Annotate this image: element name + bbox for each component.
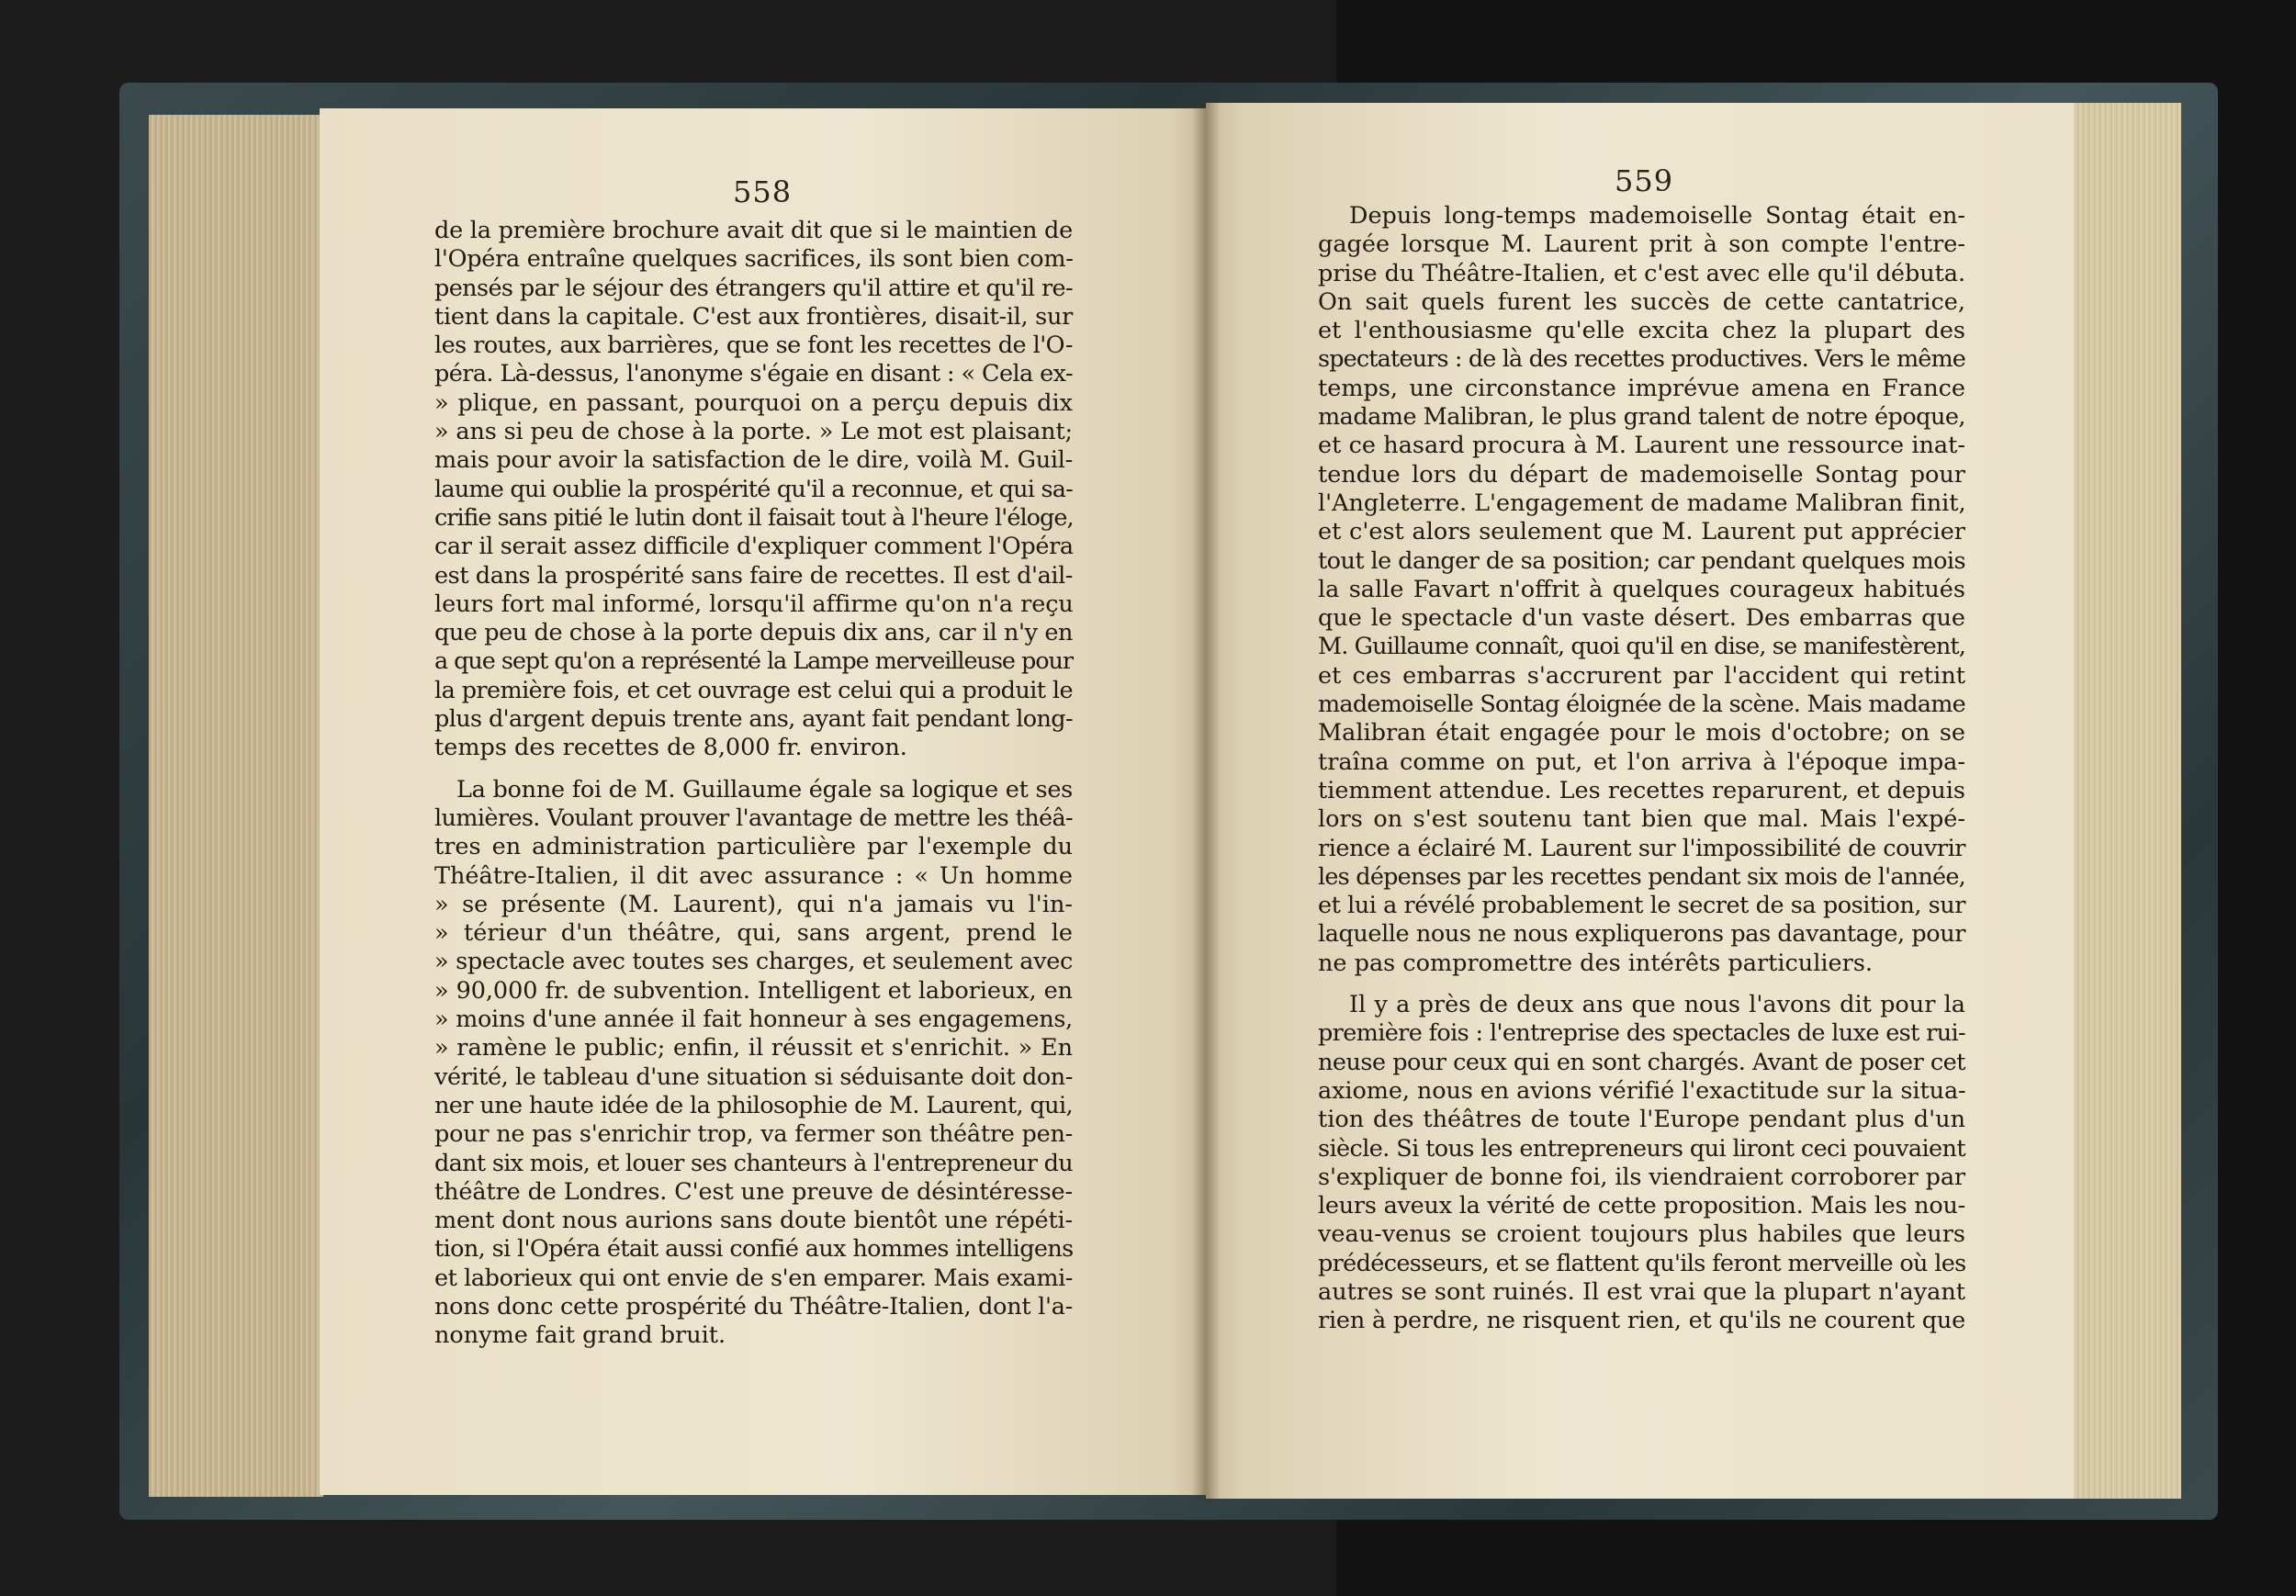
text-line: et ces embarras s'accrurent par l'accident qui retint	[1318, 661, 1965, 690]
text-line: nonyme fait grand bruit.	[434, 1321, 726, 1350]
text-line: tiemment attendue. Les recettes reparurent, et depuis	[1318, 776, 1965, 804]
text-line: » spectacle avec toutes ses charges, et seulement avec	[434, 948, 1073, 976]
text-line: Il y a près de deux ans que nous l'avons dit pour la	[1349, 991, 1965, 1019]
text-line: pensés par le séjour des étrangers qu'il attire et qu'il re-	[434, 274, 1073, 302]
page-edges-left	[149, 115, 323, 1497]
text-line: rien à perdre, ne risquent rien, et qu'ils ne courent que	[1318, 1307, 1965, 1335]
text-line: neuse pour ceux qui en sont chargés. Avant de poser cet	[1318, 1048, 1965, 1076]
text-line: plus d'argent depuis trente ans, ayant fait pendant long-	[434, 705, 1073, 734]
text-line: spectateurs : de là des recettes productives. Vers le même	[1318, 345, 1965, 374]
text-line: mais pour avoir la satisfaction de le dire, voilà M. Guil-	[434, 446, 1073, 475]
text-line: pour ne pas s'enrichir trop, va fermer son théâtre pen-	[434, 1120, 1073, 1149]
text-line: est dans la prospérité sans faire de recettes. Il est d'ail-	[434, 561, 1073, 590]
text-line: » se présente (M. Laurent), qui n'a jamais vu l'in-	[434, 890, 1073, 918]
text-line: prise du Théâtre-Italien, et c'est avec elle qu'il débuta.	[1318, 259, 1965, 287]
text-line: temps, une circonstance imprévue amena en France	[1318, 374, 1965, 402]
text-line: laquelle nous ne nous expliquerons pas davantage, pour	[1318, 920, 1965, 949]
text-line: les dépenses par les recettes pendant six mois de l'année,	[1318, 862, 1965, 891]
text-line: dant six mois, et louer ses chanteurs à l'entrepreneur du	[434, 1149, 1074, 1177]
text-line: première fois : l'entreprise des spectacles de luxe est rui-	[1318, 1019, 1965, 1048]
text-line: nons donc cette prospérité du Théâtre-Italien, dont l'a-	[434, 1292, 1074, 1321]
text-line: axiome, nous en avions vérifié l'exactitude sur la situa-	[1318, 1076, 1966, 1105]
text-line: lors on s'est soutenu tant bien que mal. Mais l'expé-	[1318, 805, 1965, 834]
text-line: tres en administration particulière par l'exemple du	[434, 833, 1073, 861]
text-line: tout le danger de sa position; car pendant quelques mois	[1318, 546, 1965, 575]
text-line: car il serait assez difficile d'expliquer comment l'Opéra	[434, 533, 1074, 561]
text-line: On sait quels furent les succès de cette cantatrice,	[1318, 287, 1965, 316]
text-line: leurs aveux la vérité de cette proposition. Mais les nou-	[1318, 1192, 1965, 1220]
text-line: lumières. Voulant prouver l'avantage de mettre les théâ-	[434, 804, 1073, 832]
text-line: crifie sans pitié le lutin dont il faisait tout à l'heure l'éloge,	[434, 503, 1074, 532]
text-line: de la première brochure avait dit que si le maintien de	[434, 217, 1073, 244]
text-line: théâtre de Londres. C'est une preuve de désintéresse-	[434, 1177, 1073, 1206]
text-line: » plique, en passant, pourquoi on a perçu depuis dix	[434, 388, 1073, 417]
text-line: Depuis long-temps mademoiselle Sontag était en-	[1349, 202, 1965, 230]
text-line: La bonne foi de M. Guillaume égale sa logique et ses	[456, 775, 1073, 804]
text-line: et l'enthousiasme qu'elle excita chez la plupart des	[1318, 317, 1965, 345]
text-line: tendue lors du départ de mademoiselle Sontag pour	[1318, 460, 1965, 489]
text-line: que le spectacle d'un vaste désert. Des embarras que	[1318, 604, 1965, 633]
text-line: que peu de chose à la porte depuis dix ans, car il n'y en	[434, 619, 1073, 647]
text-line: et c'est alors seulement que M. Laurent put apprécier	[1318, 518, 1965, 546]
text-line: » térieur d'un théâtre, qui, sans argent, prend le	[434, 919, 1073, 948]
text-line: les routes, aux barrières, que se font les recettes de l'O-	[434, 332, 1073, 360]
text-line: et lui a révélé probablement le secret de sa position, sur	[1318, 892, 1965, 920]
text-line: ment dont nous aurions sans doute bientôt une répéti-	[434, 1207, 1073, 1235]
text-line: mademoiselle Sontag éloignée de la scène. Mais madame	[1318, 691, 1965, 719]
text-line: laume qui oublie la prospérité qu'il a reconnue, et qui sa-	[434, 475, 1073, 503]
text-line: ner une haute idée de la philosophie de M. Laurent, qui,	[434, 1091, 1073, 1119]
text-line: la salle Favart n'offrit à quelques courageux habitués	[1318, 575, 1965, 603]
text-line: tient dans la capitale. C'est aux frontières, disait-il, sur	[434, 302, 1073, 331]
text-line: M. Guillaume connaît, quoi qu'il en dise, se manifestèrent,	[1318, 633, 1965, 661]
left-page-text	[434, 217, 1073, 1351]
text-line: l'Angleterre. L'engagement de madame Malibran finit,	[1318, 489, 1966, 517]
text-line: siècle. Si tous les entrepreneurs qui liront ceci pouvaient	[1318, 1134, 1965, 1163]
text-line: leurs fort mal informé, lorsqu'il affirme qu'on n'a reçu	[434, 590, 1074, 618]
right-page-number: 559	[1615, 163, 1674, 198]
text-line: autres se sont ruinés. Il est vrai que la plupart n'ayant	[1318, 1277, 1965, 1306]
text-line: vérité, le tableau d'une situation si séduisante doit don-	[434, 1062, 1073, 1091]
text-line: » moins d'une année il fait honneur à ses engagemens,	[434, 1006, 1073, 1034]
text-line: rience a éclairé M. Laurent sur l'impossibilité de couvrir	[1318, 834, 1965, 862]
text-line: » ramène le public; enfin, il réussit et s'enrichit. » En	[434, 1034, 1073, 1062]
text-line: Théâtre-Italien, il dit avec assurance : « Un homme	[434, 861, 1073, 890]
text-line: tion des théâtres de toute l'Europe pendant plus d'un	[1318, 1106, 1965, 1134]
text-line: s'expliquer de bonne foi, ils viendraient corroborer par	[1318, 1163, 1965, 1191]
page-edges-right	[2071, 103, 2181, 1499]
text-line: temps des recettes de 8,000 fr. environ.	[434, 734, 907, 762]
text-line: tion, si l'Opéra était aussi confié aux hommes intelligens	[434, 1235, 1074, 1264]
text-line: Malibran était engagée pour le mois d'octobre; on se	[1318, 719, 1965, 747]
text-line: a que sept qu'on a représenté la Lampe merveilleuse pour	[434, 647, 1073, 676]
text-line: » ans si peu de chose à la porte. » Le mot est plaisant;	[434, 418, 1073, 446]
text-line: péra. Là-dessus, l'anonyme s'égaie en disant : « Cela ex-	[434, 360, 1073, 388]
book-gutter	[1192, 101, 1220, 1501]
text-line: la première fois, et cet ouvrage est celui qui a produit le	[434, 676, 1073, 704]
text-line: » 90,000 fr. de subvention. Intelligent et laborieux, en	[434, 976, 1073, 1005]
text-line: et ce hasard procura à M. Laurent une ressource inat-	[1318, 432, 1965, 460]
text-line: gagée lorsque M. Laurent prit à son compte l'entre-	[1318, 230, 1965, 259]
text-line: prédécesseurs, et se flattent qu'ils feront merveille où les	[1318, 1249, 1966, 1277]
left-page-number: 558	[733, 174, 793, 209]
text-line: traîna comme on put, et l'on arriva à l'époque impa-	[1318, 747, 1965, 776]
right-page-text	[1318, 202, 1965, 1336]
text-line: l'Opéra entraîne quelques sacrifices, ils sont bien com-	[434, 245, 1074, 274]
text-line: veau-venus se croient toujours plus habiles que leurs	[1318, 1220, 1965, 1249]
text-line: ne pas compromettre des intérêts particuliers.	[1318, 949, 1874, 977]
text-line: madame Malibran, le plus grand talent de notre époque,	[1318, 403, 1965, 432]
text-line: et laborieux qui ont envie de s'en emparer. Mais exami-	[434, 1264, 1073, 1292]
